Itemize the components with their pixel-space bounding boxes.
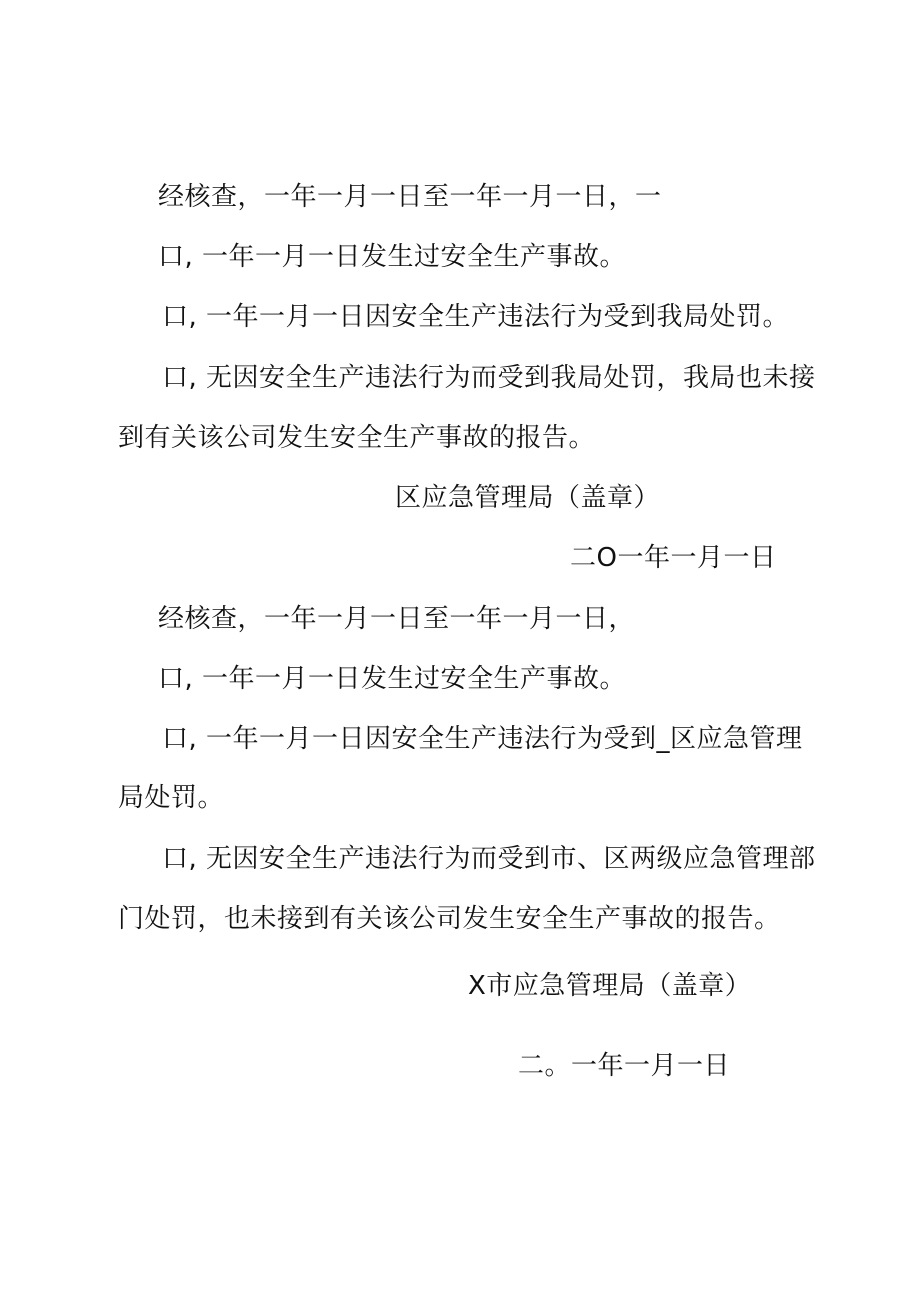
section1-signature: 区应急管理局（盖章）	[395, 483, 661, 513]
section2-option2-line1: 口, 一年一月一日因安全生产违法行为受到_区应急管理	[162, 724, 803, 754]
section1-date: 二O一年一月一日	[570, 543, 777, 573]
section2-option3-line1: 口, 无因安全生产违法行为而受到市、区两级应急管理部	[162, 844, 816, 874]
section1-option3-line2: 到有关该公司发生安全生产事故的报告。	[118, 423, 596, 453]
section2-signature: X市应急管理局（盖章）	[468, 971, 752, 1001]
section2-option1: 口, 一年一月一日发生过安全生产事故。	[158, 664, 627, 694]
section1-intro: 经核查，一年一月一日至一年一月一日，一	[158, 182, 662, 212]
section1-option1: 口, 一年一月一日发生过安全生产事故。	[158, 242, 627, 272]
section2-option3-line2: 门处罚，也未接到有关该公司发生安全生产事故的报告。	[118, 904, 781, 934]
section2-intro: 经核查，一年一月一日至一年一月一日，	[158, 604, 636, 634]
section1-option3-line1: 口, 无因安全生产违法行为而受到我局处罚，我局也未接	[162, 363, 816, 393]
section2-option2-line2: 局处罚。	[118, 783, 225, 813]
section2-date: 二。一年一月一日	[518, 1051, 731, 1081]
section1-option2: 口, 一年一月一日因安全生产违法行为受到我局处罚。	[162, 302, 790, 332]
